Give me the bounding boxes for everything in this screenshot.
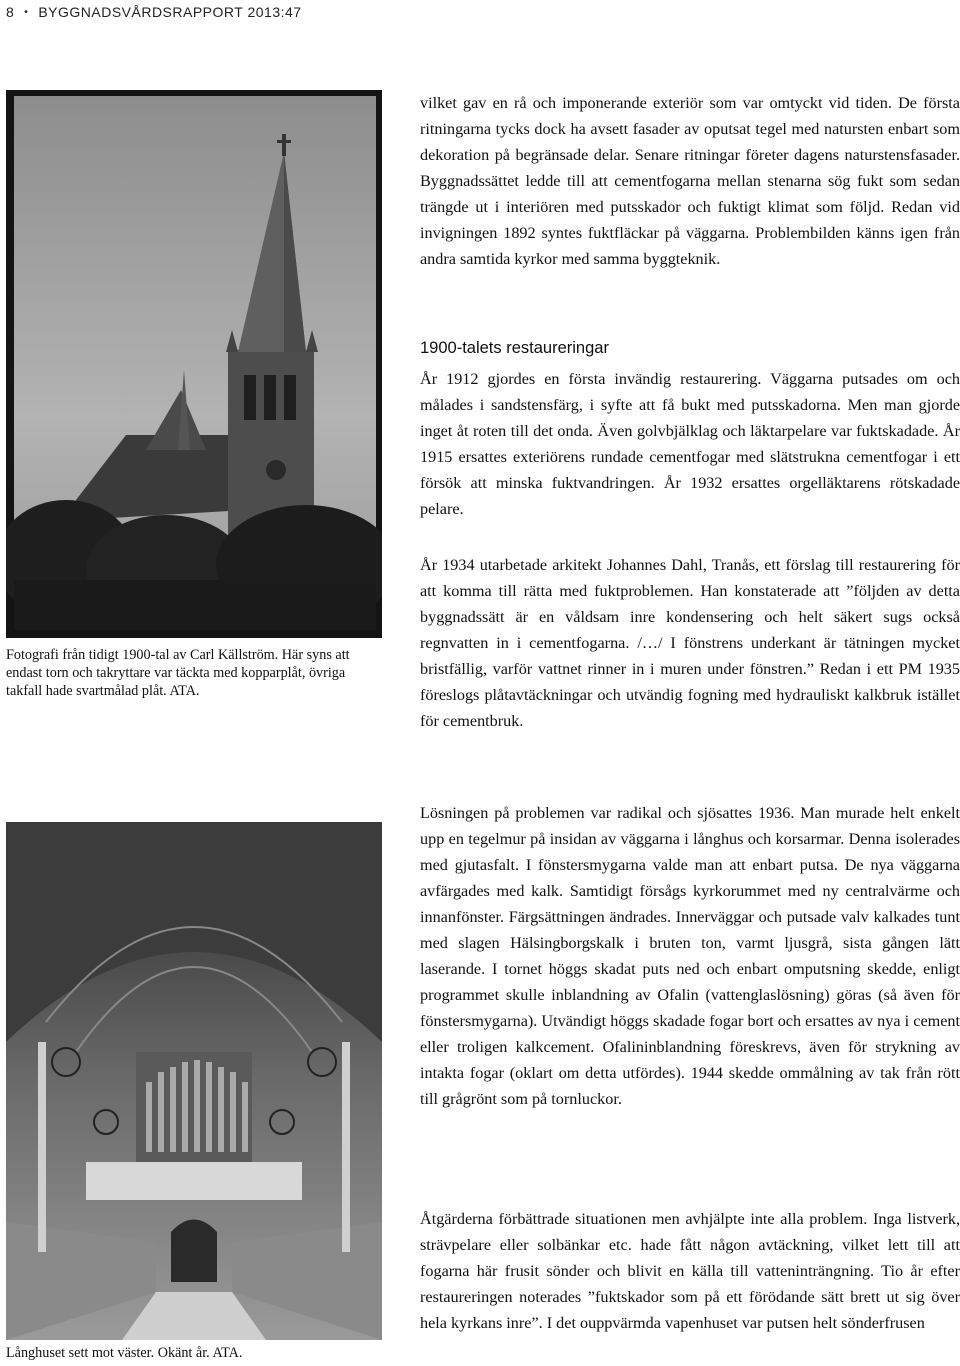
- body-column: [420, 90, 960, 272]
- page-number: 8: [6, 4, 15, 20]
- paragraph-3: År 1934 utarbetade arkitekt Johannes Dahl, Tranås, ett förslag till restaurering för att komma till rätta med fuktproblemen. Han konstaterade att ”följden av detta byggnadssätt är en våldsam inre kondensering och helt säkert sugs också regnvatten in i cementfogarna. /…/ I fönstrens underkant är tätningen mycket bristfällig, varför vattnet rinner in i muren under fönstren.” Redan i ett PM 1935 föreslogs plåtavtäckningar och utvändig fogning med hydrauliskt kalkbruk istället för cementbruk.: [420, 556, 960, 730]
- header-bullet: •: [24, 6, 29, 18]
- church-interior-photo: [6, 822, 382, 1340]
- interior-photo-caption: Långhuset sett mot väster. Okänt år. ATA.: [6, 1345, 243, 1361]
- running-header: [6, 0, 302, 24]
- paragraph-4: Lösningen på problemen var radikal och sjösattes 1936. Man murade helt enkelt upp en tegelmur på insidan av väggarna i långhus och korsarmar. Denna isolerades med gjutasfalt. I fönstersmygarna valde man att enbart putsa. De nya väggarna avfärgades med kalk. Samtidigt försågs kyrkorummet med ny centralvärme och innanfönster. Färgsättningen ändrades. Innerväggar och putsade valv kalkades tunt med slagen Hälsingborgskalk i bruten ton, varmt ljusgrå, sista gången lätt laserande. I tornet höggs skadat puts ned och enbart omputsning skedde, enligt programmet skulle inblandning av Ofalin (vattenglaslösning) göras (så även för fönstersmygarna). Utvändigt höggs skadade fogar bort och ersattes av nya i cement eller troligen kalkcement. Ofalininblandning föreskrevs, även för strykning av intakta fogar (oklart om detta utfördes). 1944 skedde ommålning av tak från rött till grågrönt som på tornluckor.: [420, 804, 960, 1108]
- section-heading: 1900-talets restaureringar: [420, 339, 609, 357]
- paragraph-1: vilket gav en rå och imponerande exteriör som var omtyckt vid tiden. De första ritningarna tycks dock ha avsett fasader av oputsat tegel med natursten enbart som dekoration på begränsade delar. Senare ritningar företer dagens naturstensfasader. Byggnadssättet ledde till att cementfogarna mellan stenarna sög fukt som sedan trängde ut i interiören med putsskador och fuktigt klimat som följd. Redan vid invigningen 1892 syntes fuktfläckar på väggarna. Problembilden känns igen från andra samtida kyrkor med samma byggteknik.: [420, 94, 960, 268]
- paragraph-2: År 1912 gjordes en första invändig restaurering. Väggarna putsades om och målades i sandstensfärg, i syfte att få bukt med putsskadorna. Men man gjorde inget åt roten till det onda. Även golvbjälklag och läktarpelare var fuktskadade. År 1915 ersattes exteriörens rundade cementfogar med slätstrukna cementfogar i ett försök att minska fuktvandringen. År 1932 ersattes orgelläktarens rötskadade pelare.: [420, 370, 960, 518]
- exterior-photo-caption: Fotografi från tidigt 1900-tal av Carl Källström. Här syns att endast torn och takryttare var täckta med kopparplåt, övriga takfall hade svartmålad plåt. ATA.: [6, 647, 350, 699]
- running-title: BYGGNADSVÅRDSRAPPORT 2013:47: [38, 4, 302, 20]
- paragraph-5-block: [420, 1206, 960, 1336]
- paragraph-5: Åtgärderna förbättrade situationen men avhjälpte inte alla problem. Inga listverk, strävpelare eller solbänkar etc. hade fått någon avtäckning, vilket lett till att fogarna här frusit sönder och blivit en källa till vatteninträngning. Tio år efter restaureringen noterades ”fuktskador som på ett förödande sätt brett ut sig över hela kyrkans inre”. I det ouppvärmda vapenhuset var putsen helt sönderfrusen: [420, 1210, 960, 1332]
- church-exterior-photo: [6, 90, 382, 638]
- paragraph-3-block: [420, 552, 960, 734]
- paragraph-4-block: [420, 800, 960, 1112]
- section-restaureringar: [420, 336, 960, 522]
